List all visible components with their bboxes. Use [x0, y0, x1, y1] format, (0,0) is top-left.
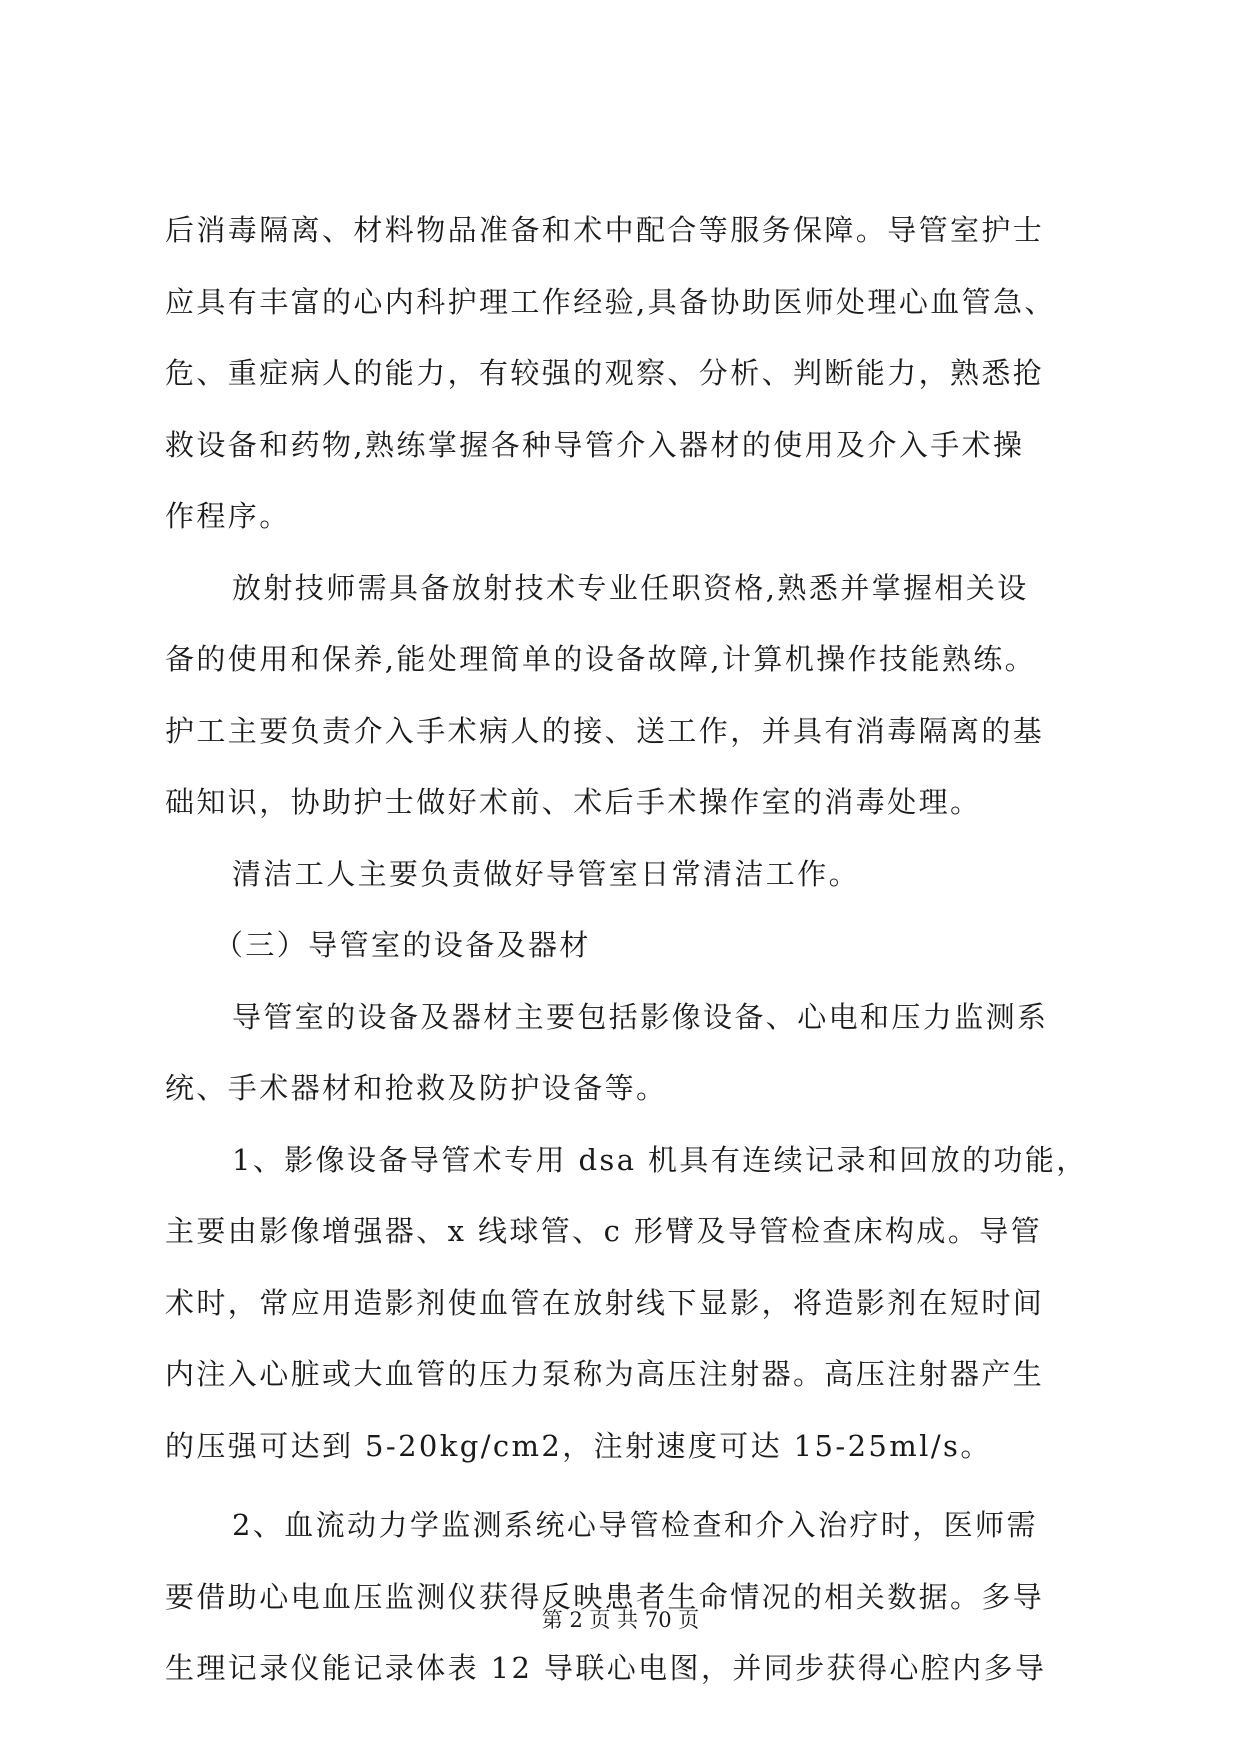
page-footer: 第 2 页 共 70 页 — [541, 1608, 700, 1632]
paragraph-line: 清洁工人主要负责做好导管室日常清洁工作。 — [232, 857, 861, 891]
paragraph-line: 主要由影像增强器、x 线球管、c 形臂及导管检查床构成。导管 — [165, 1214, 1043, 1248]
paragraph-line: 统、手术器材和抢救及防护设备等。 — [165, 1071, 668, 1105]
paragraph-line: 生理记录仪能记录体表 12 导联心电图，并同步获得心腔内多导 — [165, 1651, 1047, 1685]
paragraph-line: 导管室的设备及器材主要包括影像设备、心电和压力监测系 — [232, 1000, 1049, 1034]
paragraph-line: 作程序。 — [165, 499, 291, 533]
paragraph-line: 础知识，协助护士做好术前、术后手术操作室的消毒处理。 — [165, 785, 982, 819]
paragraph-line: 放射技师需具备放射技术专业任职资格,熟悉并掌握相关设 — [232, 571, 1029, 605]
paragraph-line: 2、血流动力学监测系统心导管检查和介入治疗时，医师需 — [232, 1508, 1038, 1542]
section-heading: （三）导管室的设备及器材 — [214, 928, 591, 962]
paragraph-line: 救设备和药物,熟练掌握各种导管介入器材的使用及介入手术操 — [165, 428, 1025, 462]
paragraph-line: 应具有丰富的心内科护理工作经验,具备协助医师处理心血管急、 — [165, 285, 1056, 319]
paragraph-line: 内注入心脏或大血管的压力泵称为高压注射器。高压注射器产生 — [165, 1357, 1045, 1391]
paragraph-line: 护工主要负责介入手术病人的接、送工作，并具有消毒隔离的基 — [165, 714, 1045, 748]
paragraph-line: 备的使用和保养,能处理简单的设备故障,计算机操作技能熟练。 — [165, 642, 1037, 676]
paragraph-line: 术时，常应用造影剂使血管在放射线下显影，将造影剂在短时间 — [165, 1286, 1045, 1320]
paragraph-line: 后消毒隔离、材料物品准备和术中配合等服务保障。导管室护士 — [165, 213, 1045, 247]
paragraph-line: 1、影像设备导管术专用 dsa 机具有连续记录和回放的功能， — [232, 1143, 1088, 1177]
paragraph-line: 危、重症病人的能力，有较强的观察、分析、判断能力，熟悉抢 — [165, 356, 1045, 390]
paragraph-line: 要借助心电血压监测仪获得反映患者生命情况的相关数据。多导 — [165, 1580, 1045, 1614]
paragraph-line: 的压强可达到 5-20kg/cm2，注射速度可达 15-25ml/s。 — [165, 1429, 992, 1463]
